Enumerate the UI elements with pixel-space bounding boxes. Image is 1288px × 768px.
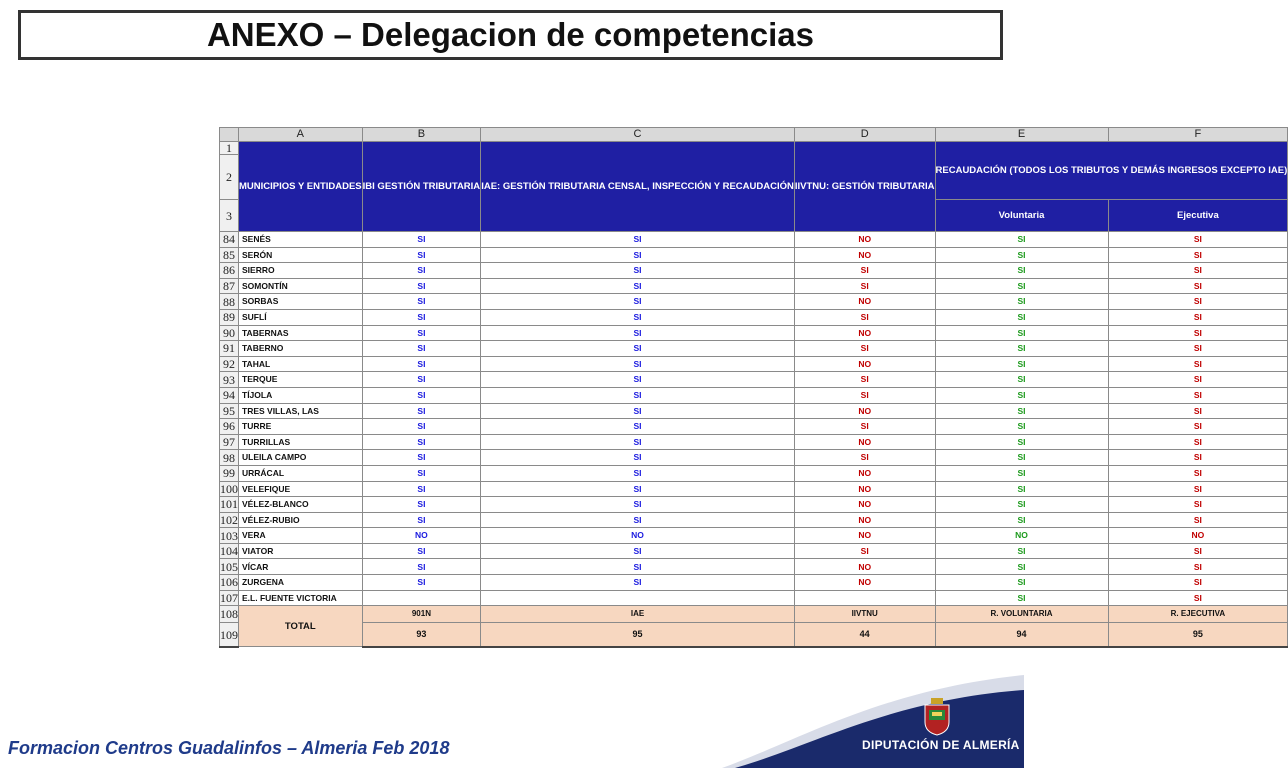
- cell-f: SI: [1108, 403, 1288, 419]
- cell-f: SI: [1108, 419, 1288, 435]
- column-letter[interactable]: F: [1108, 128, 1288, 142]
- cell-f: SI: [1108, 294, 1288, 310]
- row-number[interactable]: 97: [220, 434, 239, 450]
- cell-f: SI: [1108, 575, 1288, 591]
- cell-e: SI: [935, 356, 1108, 372]
- municipio-name: SIERRO: [239, 263, 363, 279]
- cell-c: SI: [481, 232, 795, 248]
- cell-f: SI: [1108, 232, 1288, 248]
- cell-d: NO: [794, 559, 935, 575]
- cell-e: SI: [935, 263, 1108, 279]
- municipio-name: VÉLEZ-RUBIO: [239, 512, 363, 528]
- cell-d: NO: [794, 247, 935, 263]
- row-number[interactable]: 105: [220, 559, 238, 574]
- cell-f: SI: [1108, 387, 1288, 403]
- header-voluntaria: Voluntaria: [935, 200, 1108, 232]
- municipio-name: TURRILLAS: [239, 434, 363, 450]
- slide-title: ANEXO – Delegacion de competencias: [206, 16, 815, 53]
- cell-b: SI: [362, 403, 481, 419]
- municipio-name: URRÁCAL: [239, 465, 363, 481]
- cell-b: SI: [362, 247, 481, 263]
- cell-b: SI: [362, 294, 481, 310]
- cell-d: NO: [794, 356, 935, 372]
- cell-b: SI: [362, 497, 481, 513]
- cell-c: SI: [481, 341, 795, 357]
- cell-e: SI: [935, 559, 1108, 575]
- row-number[interactable]: 109: [220, 623, 239, 647]
- cell-c: SI: [481, 325, 795, 341]
- total-header: R. VOLUNTARIA: [935, 606, 1108, 623]
- cell-f: SI: [1108, 512, 1288, 528]
- total-value: 95: [481, 623, 795, 647]
- cell-e: NO: [935, 528, 1108, 544]
- cell-c: SI: [481, 294, 795, 310]
- cell-b: SI: [362, 575, 481, 591]
- cell-d: NO: [794, 294, 935, 310]
- cell-c: SI: [481, 450, 795, 466]
- municipio-name: VERA: [239, 528, 363, 544]
- cell-f: SI: [1108, 481, 1288, 497]
- cell-c: SI: [481, 481, 795, 497]
- header-iivtnu: IIVTNU: GESTIÓN TRIBUTARIA: [794, 142, 935, 232]
- cell-b: SI: [362, 387, 481, 403]
- cell-f: SI: [1108, 497, 1288, 513]
- cell-e: SI: [935, 481, 1108, 497]
- row-number[interactable]: 87: [220, 278, 239, 294]
- cell-b: SI: [362, 481, 481, 497]
- header-ejecutiva: Ejecutiva: [1108, 200, 1288, 232]
- cell-f: SI: [1108, 450, 1288, 466]
- cell-b: SI: [362, 232, 481, 248]
- total-label: TOTAL: [239, 606, 363, 647]
- municipio-name: TRES VILLAS, LAS: [239, 403, 363, 419]
- cell-f: SI: [1108, 247, 1288, 263]
- row-number[interactable]: 96: [220, 419, 239, 435]
- cell-b: SI: [362, 356, 481, 372]
- municipio-name: E.L. FUENTE VICTORIA: [239, 590, 363, 606]
- cell-b: SI: [362, 465, 481, 481]
- column-letter[interactable]: A: [239, 128, 363, 142]
- cell-f: SI: [1108, 263, 1288, 279]
- cell-d: NO: [794, 465, 935, 481]
- cell-c: SI: [481, 543, 795, 559]
- cell-f: NO: [1108, 528, 1288, 544]
- cell-d: NO: [794, 575, 935, 591]
- row-number[interactable]: 3: [220, 200, 239, 232]
- cell-c: SI: [481, 263, 795, 279]
- header-iae: IAE: GESTIÓN TRIBUTARIA CENSAL, INSPECCIÓN Y RECAUDACIÓN: [481, 142, 795, 232]
- cell-c: SI: [481, 559, 795, 575]
- municipio-name: TABERNO: [239, 341, 363, 357]
- cell-f: SI: [1108, 372, 1288, 388]
- cell-b: NO: [362, 528, 481, 544]
- row-number[interactable]: 106: [220, 575, 238, 590]
- cell-d: SI: [794, 419, 935, 435]
- column-letter[interactable]: D: [794, 128, 935, 142]
- cell-f: SI: [1108, 434, 1288, 450]
- cell-d: SI: [794, 387, 935, 403]
- row-number[interactable]: 91: [220, 341, 239, 357]
- cell-e: SI: [935, 434, 1108, 450]
- row-number[interactable]: 95: [220, 403, 239, 419]
- cell-b: SI: [362, 263, 481, 279]
- row-number[interactable]: 107: [220, 590, 238, 605]
- cell-d: NO: [794, 232, 935, 248]
- municipio-name: SORBAS: [239, 294, 363, 310]
- cell-d: NO: [794, 512, 935, 528]
- cell-b: SI: [362, 512, 481, 528]
- cell-f: SI: [1108, 309, 1288, 325]
- brand-name: DIPUTACIÓN DE ALMERÍA: [862, 738, 1020, 752]
- cell-e: SI: [935, 325, 1108, 341]
- cell-d: NO: [794, 403, 935, 419]
- cell-f: SI: [1108, 278, 1288, 294]
- row-number[interactable]: 2: [220, 155, 239, 200]
- cell-e: SI: [935, 575, 1108, 591]
- cell-c: SI: [481, 465, 795, 481]
- cell-d: SI: [794, 543, 935, 559]
- municipio-name: VÉLEZ-BLANCO: [239, 497, 363, 513]
- cell-b: SI: [362, 450, 481, 466]
- municipio-name: SOMONTÍN: [239, 278, 363, 294]
- row-number[interactable]: 84: [220, 232, 239, 248]
- municipio-name: VÍCAR: [239, 559, 363, 575]
- cell-b: SI: [362, 434, 481, 450]
- cell-e: SI: [935, 543, 1108, 559]
- cell-e: SI: [935, 497, 1108, 513]
- row-number[interactable]: 1: [220, 142, 239, 155]
- cell-f: SI: [1108, 356, 1288, 372]
- cell-c: SI: [481, 575, 795, 591]
- cell-e: SI: [935, 309, 1108, 325]
- cell-d: SI: [794, 372, 935, 388]
- cell-f: SI: [1108, 325, 1288, 341]
- total-value: 93: [362, 623, 481, 647]
- municipio-name: TURRE: [239, 419, 363, 435]
- cell-f: SI: [1108, 543, 1288, 559]
- cell-e: SI: [935, 372, 1108, 388]
- column-letter[interactable]: C: [481, 128, 795, 142]
- total-header: 901N: [362, 606, 481, 623]
- cell-c: SI: [481, 387, 795, 403]
- total-header: IAE: [481, 606, 795, 623]
- column-letter[interactable]: E: [935, 128, 1108, 142]
- municipio-name: SERÓN: [239, 247, 363, 263]
- total-value: 44: [794, 623, 935, 647]
- cell-d: NO: [794, 434, 935, 450]
- header-recaudacion: RECAUDACIÓN (TODOS LOS TRIBUTOS Y DEMÁS INGRESOS EXCEPTO IAE): [935, 142, 1288, 200]
- row-number[interactable]: 86: [220, 263, 239, 279]
- row-number[interactable]: 85: [220, 247, 239, 263]
- cell-e: SI: [935, 403, 1108, 419]
- cell-b: SI: [362, 419, 481, 435]
- row-number[interactable]: 99: [220, 465, 239, 481]
- cell-e: SI: [935, 294, 1108, 310]
- header-municipios: MUNICIPIOS Y ENTIDADES: [239, 142, 363, 232]
- header-ibi: IBI GESTIÓN TRIBUTARIA: [362, 142, 481, 232]
- cell-b: SI: [362, 278, 481, 294]
- cell-b: SI: [362, 325, 481, 341]
- cell-e: SI: [935, 232, 1108, 248]
- cell-c: SI: [481, 497, 795, 513]
- municipio-name: TÍJOLA: [239, 387, 363, 403]
- cell-e: SI: [935, 450, 1108, 466]
- cell-f: SI: [1108, 559, 1288, 575]
- municipio-name: ULEILA CAMPO: [239, 450, 363, 466]
- cell-d: SI: [794, 278, 935, 294]
- row-number[interactable]: 92: [220, 356, 239, 372]
- row-number[interactable]: 94: [220, 387, 239, 403]
- cell-f: SI: [1108, 465, 1288, 481]
- cell-b: SI: [362, 309, 481, 325]
- cell-f: SI: [1108, 341, 1288, 357]
- cell-e: SI: [935, 278, 1108, 294]
- cell-c: SI: [481, 247, 795, 263]
- total-header: IIVTNU: [794, 606, 935, 623]
- cell-b: SI: [362, 559, 481, 575]
- cell-d: SI: [794, 341, 935, 357]
- municipio-name: TAHAL: [239, 356, 363, 372]
- cell-d: SI: [794, 450, 935, 466]
- row-number[interactable]: 88: [220, 294, 239, 310]
- cell-c: SI: [481, 278, 795, 294]
- cell-f: SI: [1108, 590, 1288, 606]
- cell-d: NO: [794, 325, 935, 341]
- municipio-name: SUFLÍ: [239, 309, 363, 325]
- cell-c: SI: [481, 356, 795, 372]
- cell-c: SI: [481, 512, 795, 528]
- municipio-name: TERQUE: [239, 372, 363, 388]
- cell-d: NO: [794, 497, 935, 513]
- row-number[interactable]: 103: [220, 528, 238, 543]
- cell-d: NO: [794, 528, 935, 544]
- cell-e: SI: [935, 247, 1108, 263]
- row-number[interactable]: 108: [220, 607, 238, 622]
- cell-b: SI: [362, 341, 481, 357]
- municipio-name: VIATOR: [239, 543, 363, 559]
- row-number[interactable]: 104: [220, 544, 238, 559]
- municipio-name: ZURGENA: [239, 575, 363, 591]
- municipio-name: TABERNAS: [239, 325, 363, 341]
- row-number[interactable]: 90: [220, 325, 239, 341]
- row-number[interactable]: 89: [220, 309, 239, 325]
- row-number[interactable]: 102: [220, 512, 238, 527]
- cell-e: SI: [935, 341, 1108, 357]
- row-number[interactable]: 98: [220, 450, 239, 466]
- cell-b: SI: [362, 372, 481, 388]
- coat-of-arms-icon: [922, 698, 952, 736]
- cell-d: SI: [794, 309, 935, 325]
- row-number[interactable]: 101: [220, 497, 238, 512]
- column-letter[interactable]: B: [362, 128, 481, 142]
- cell-d: NO: [794, 481, 935, 497]
- cell-c: SI: [481, 372, 795, 388]
- cell-e: SI: [935, 387, 1108, 403]
- cell-b: SI: [362, 543, 481, 559]
- cell-e: SI: [935, 590, 1108, 606]
- cell-c: SI: [481, 434, 795, 450]
- row-number[interactable]: 100: [220, 481, 238, 496]
- row-number[interactable]: 93: [220, 372, 239, 388]
- cell-c: SI: [481, 309, 795, 325]
- municipio-name: SENÉS: [239, 232, 363, 248]
- municipio-name: VELEFIQUE: [239, 481, 363, 497]
- cell-e: SI: [935, 419, 1108, 435]
- cell-e: SI: [935, 465, 1108, 481]
- cell-c: SI: [481, 403, 795, 419]
- total-header: R. EJECUTIVA: [1108, 606, 1288, 623]
- cell-c: SI: [481, 419, 795, 435]
- total-value: 95: [1108, 623, 1288, 647]
- cell-d: SI: [794, 263, 935, 279]
- cell-c: NO: [481, 528, 795, 544]
- cell-e: SI: [935, 512, 1108, 528]
- total-value: 94: [935, 623, 1108, 647]
- footer-caption: Formacion Centros Guadalinfos – Almeria Feb 2018: [8, 738, 450, 758]
